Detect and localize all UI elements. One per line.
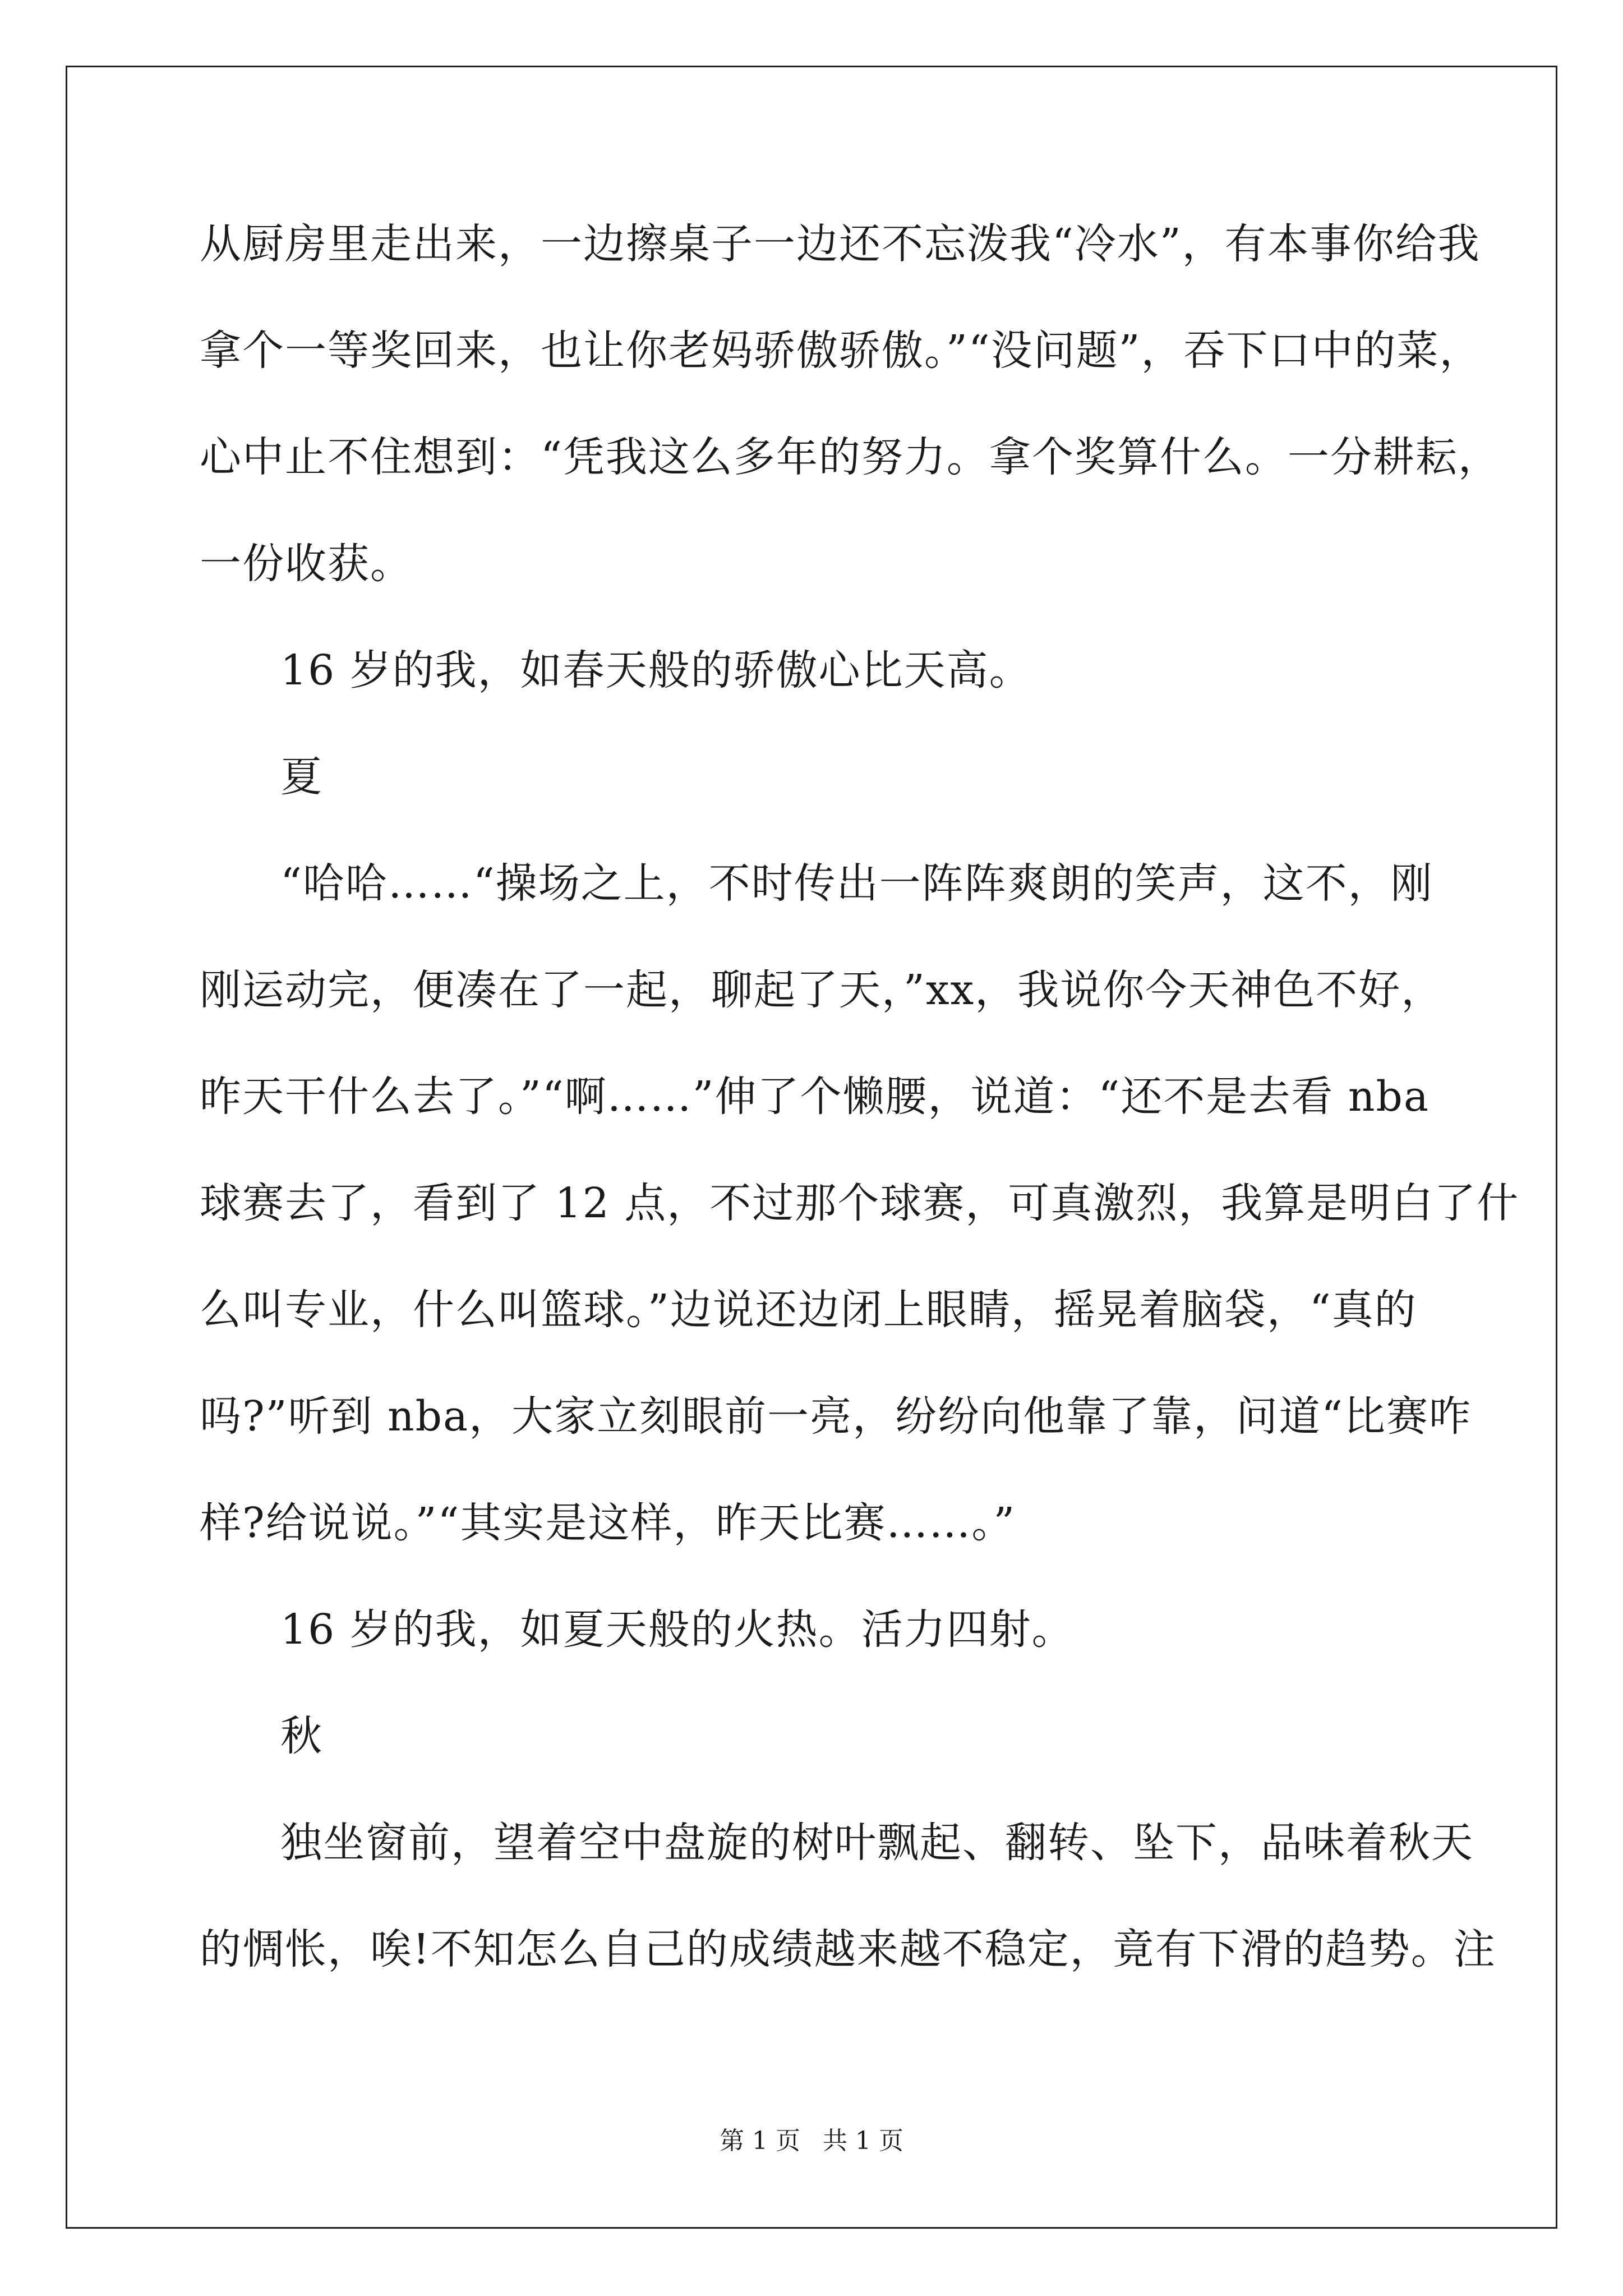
text-line: 从厨房里走出来，一边擦桌子一边还不忘泼我“冷水”，有本事你给我 [200, 220, 1481, 268]
text-line: 一份收获。 [200, 540, 413, 588]
text-line: “哈哈……“操场之上，不时传出一阵阵爽朗的笑声，这不，刚 [280, 859, 1433, 908]
text-line: 独坐窗前，望着空中盘旋的树叶飘起、翻转、坠下，品味着秋天 [280, 1819, 1474, 1867]
text-line: 拿个一等奖回来，也让你老妈骄傲骄傲。”“没问题”，吞下口中的菜， [200, 326, 1482, 375]
page-number-total: 共 1 页 [823, 2127, 903, 2155]
page-number-current: 第 1 页 [720, 2127, 800, 2155]
section-heading-summer: 夏 [280, 753, 323, 801]
text-line: 16 岁的我，如春天般的骄傲心比天高。 [280, 646, 1032, 694]
text-line: 球赛去了，看到了 12 点，不过那个球赛，可真激烈，我算是明白了什 [200, 1179, 1520, 1227]
text-line: 刚运动完，便凑在了一起，聊起了天，”xx，我说你今天神色不好， [200, 966, 1444, 1014]
text-line: 吗?”听到 nba，大家立刻眼前一亮，纷纷向他靠了靠，问道“比赛咋 [200, 1392, 1472, 1441]
text-line: 16 岁的我，如夏天般的火热。活力四射。 [280, 1605, 1075, 1654]
page-footer [0, 2120, 1623, 2156]
text-line: 么叫专业，什么叫篮球。”边说还边闭上眼睛，摇晃着脑袋，“真的 [200, 1286, 1417, 1334]
section-heading-autumn: 秋 [280, 1712, 323, 1760]
text-line: 的惆怅，唉!不知怎么自己的成绩越来越不稳定，竟有下滑的趋势。注 [200, 1925, 1496, 1973]
page-border [66, 66, 1557, 2229]
text-line: 昨天干什么去了。”“啊……”伸了个懒腰，说道：“还不是去看 nba [200, 1073, 1430, 1121]
text-line: 心中止不住想到：“凭我这么多年的努力。拿个奖算什么。一分耕耘， [200, 433, 1501, 481]
text-line: 样?给说说。”“其实是这样，昨天比赛……。” [200, 1499, 1016, 1547]
